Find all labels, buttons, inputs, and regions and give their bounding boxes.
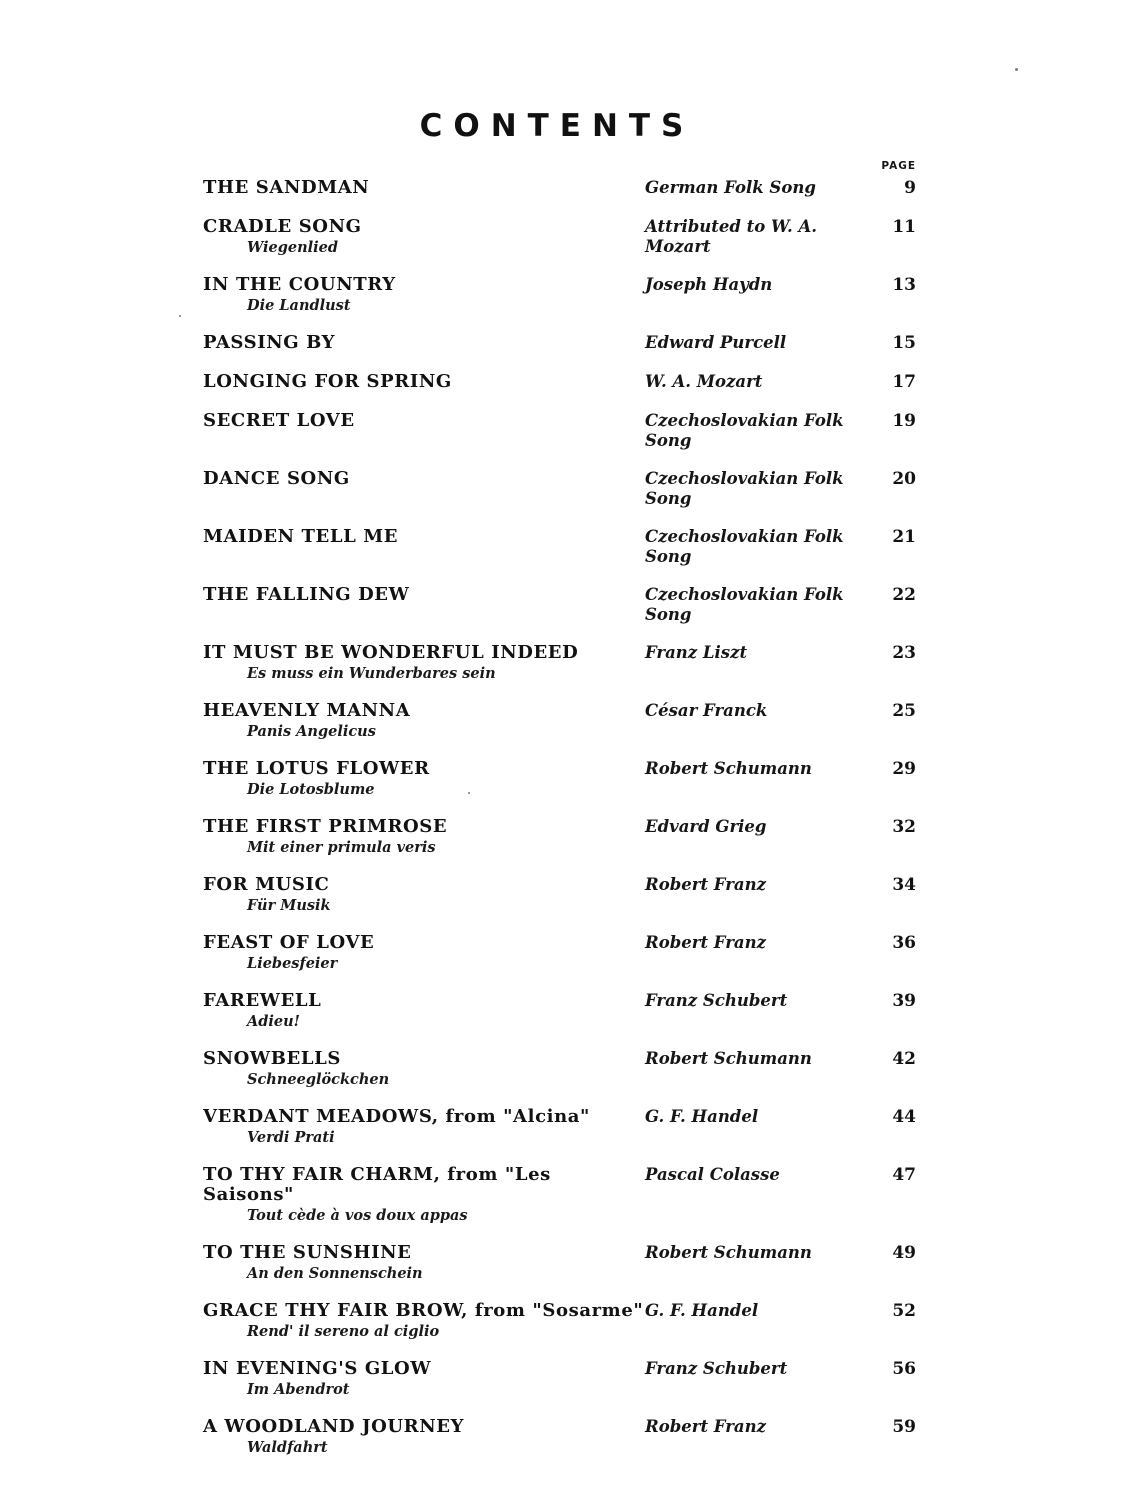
entry-composer: Robert Franz bbox=[645, 875, 766, 894]
scan-artifact-dot bbox=[1015, 68, 1018, 71]
entry-title-block bbox=[203, 411, 645, 431]
entry-title-block bbox=[203, 178, 645, 198]
entry-page-number: 20 bbox=[892, 469, 916, 489]
toc-entry-row bbox=[203, 933, 916, 973]
toc-entry-row bbox=[203, 1301, 916, 1341]
entry-title-block bbox=[203, 759, 645, 799]
entry-subtitle: Liebesfeier bbox=[247, 955, 338, 972]
entry-page-number: 42 bbox=[892, 1049, 916, 1069]
entry-page-number: 9 bbox=[904, 178, 916, 198]
toc-entry-row bbox=[203, 1049, 916, 1089]
entry-title: THE FIRST PRIMROSE bbox=[203, 816, 448, 837]
entry-page-number: 21 bbox=[892, 527, 916, 547]
entry-subtitle: Waldfahrt bbox=[247, 1439, 328, 1456]
entry-composer: Edvard Grieg bbox=[645, 817, 767, 836]
entry-title: TO THE SUNSHINE bbox=[203, 1242, 412, 1263]
entry-title: DANCE SONG bbox=[203, 468, 350, 489]
entry-composer: Czechoslovakian Folk Song bbox=[645, 411, 844, 450]
entry-page-number: 11 bbox=[892, 217, 916, 237]
entry-composer: Czechoslovakian Folk Song bbox=[645, 469, 844, 508]
entry-subtitle: An den Sonnenschein bbox=[247, 1265, 423, 1282]
entry-title-block bbox=[203, 333, 645, 353]
entry-title: FOR MUSIC bbox=[203, 874, 330, 895]
entry-composer: Pascal Colasse bbox=[645, 1165, 780, 1184]
entry-title-block bbox=[203, 217, 645, 257]
entry-composer: G. F. Handel bbox=[645, 1107, 759, 1126]
entry-title-block bbox=[203, 1165, 645, 1225]
entry-composer: Czechoslovakian Folk Song bbox=[645, 527, 844, 566]
entry-page-number: 49 bbox=[892, 1243, 916, 1263]
entry-title: THE SANDMAN bbox=[203, 177, 370, 198]
entry-title-block bbox=[203, 1049, 645, 1089]
entry-subtitle: Schneeglöckchen bbox=[247, 1071, 390, 1088]
toc-entry-row bbox=[203, 1243, 916, 1283]
entry-composer: Robert Franz bbox=[645, 1417, 766, 1436]
page-title: CONTENTS bbox=[419, 108, 695, 144]
entry-page-number: 47 bbox=[892, 1165, 916, 1185]
entry-composer: Joseph Haydn bbox=[645, 275, 773, 294]
toc-entry-row bbox=[203, 1107, 916, 1147]
entry-title: HEAVENLY MANNA bbox=[203, 700, 411, 721]
entry-page-number: 23 bbox=[892, 643, 916, 663]
entry-title-block bbox=[203, 372, 645, 392]
entry-composer: Attributed to W. A. Mozart bbox=[645, 217, 818, 256]
entry-title-block bbox=[203, 991, 645, 1031]
entry-subtitle: Verdi Prati bbox=[247, 1129, 335, 1146]
toc-entry-row bbox=[203, 817, 916, 857]
entry-title: IN EVENING'S GLOW bbox=[203, 1358, 432, 1379]
entry-title: IN THE COUNTRY bbox=[203, 274, 396, 295]
entry-page-number: 25 bbox=[892, 701, 916, 721]
entry-title-block bbox=[203, 817, 645, 857]
entry-title-block bbox=[203, 469, 645, 489]
toc-entry-row bbox=[203, 759, 916, 799]
page-column-header: PAGE bbox=[881, 160, 916, 172]
toc-entry-row bbox=[203, 1165, 916, 1225]
toc-entry-row bbox=[203, 527, 916, 567]
entry-title: THE FALLING DEW bbox=[203, 584, 410, 605]
entry-title: TO THY FAIR CHARM, from "Les Saisons" bbox=[203, 1164, 551, 1205]
entry-composer: Czechoslovakian Folk Song bbox=[645, 585, 844, 624]
entry-page-number: 22 bbox=[892, 585, 916, 605]
entry-title-block bbox=[203, 701, 645, 741]
toc-entry-row bbox=[203, 275, 916, 315]
entry-subtitle: Es muss ein Wunderbares sein bbox=[247, 665, 496, 682]
entry-title-block bbox=[203, 933, 645, 973]
entry-page-number: 19 bbox=[892, 411, 916, 431]
entry-title: IT MUST BE WONDERFUL INDEED bbox=[203, 642, 579, 663]
toc-entry-row bbox=[203, 1417, 916, 1457]
entry-title: SECRET LOVE bbox=[203, 410, 355, 431]
entry-title-block bbox=[203, 1417, 645, 1457]
entry-subtitle: Panis Angelicus bbox=[247, 723, 376, 740]
entry-composer: G. F. Handel bbox=[645, 1301, 759, 1320]
toc-entry-row bbox=[203, 178, 916, 199]
toc-entry-row bbox=[203, 1359, 916, 1399]
entry-subtitle: Wiegenlied bbox=[247, 239, 339, 256]
entry-title: THE LOTUS FLOWER bbox=[203, 758, 430, 779]
entry-page-number: 56 bbox=[892, 1359, 916, 1379]
entry-title: FAREWELL bbox=[203, 990, 322, 1011]
entry-composer: Edward Purcell bbox=[645, 333, 787, 352]
entry-title: CRADLE SONG bbox=[203, 216, 362, 237]
toc-entry-row bbox=[203, 991, 916, 1031]
toc-entry-row bbox=[203, 875, 916, 915]
entry-title-block bbox=[203, 643, 645, 683]
toc-entry-row bbox=[203, 469, 916, 509]
entry-title: A WOODLAND JOURNEY bbox=[203, 1416, 465, 1437]
toc-list-container bbox=[203, 160, 916, 1475]
entry-subtitle: Die Lotosblume bbox=[247, 781, 375, 798]
entry-page-number: 59 bbox=[892, 1417, 916, 1437]
entry-composer: Franz Schubert bbox=[645, 1359, 788, 1378]
entry-subtitle: Für Musik bbox=[247, 897, 331, 914]
entry-page-number: 39 bbox=[892, 991, 916, 1011]
entry-page-number: 15 bbox=[892, 333, 916, 353]
entry-page-number: 17 bbox=[892, 372, 916, 392]
entry-page-number: 34 bbox=[892, 875, 916, 895]
entry-subtitle: Tout cède à vos doux appas bbox=[247, 1207, 468, 1224]
entry-page-number: 52 bbox=[892, 1301, 916, 1321]
entry-composer: Robert Schumann bbox=[645, 1243, 812, 1262]
entry-title: MAIDEN TELL ME bbox=[203, 526, 399, 547]
entry-page-number: 32 bbox=[892, 817, 916, 837]
entry-composer: German Folk Song bbox=[645, 178, 816, 197]
entry-title: VERDANT MEADOWS, from "Alcina" bbox=[203, 1106, 590, 1127]
entry-page-number: 36 bbox=[892, 933, 916, 953]
entry-title: FEAST OF LOVE bbox=[203, 932, 375, 953]
entry-title: PASSING BY bbox=[203, 332, 336, 353]
toc-entry-row bbox=[203, 333, 916, 354]
entry-subtitle: Die Landlust bbox=[247, 297, 351, 314]
entry-title: GRACE THY FAIR BROW, from "Sosarme" bbox=[203, 1300, 644, 1321]
entry-title-block bbox=[203, 1107, 645, 1147]
toc-list bbox=[203, 178, 916, 1457]
entry-composer: Franz Schubert bbox=[645, 991, 788, 1010]
entry-page-number: 13 bbox=[892, 275, 916, 295]
entry-composer: Robert Franz bbox=[645, 933, 766, 952]
entry-title-block bbox=[203, 875, 645, 915]
entry-composer: César Franck bbox=[645, 701, 768, 720]
entry-composer: Robert Schumann bbox=[645, 759, 812, 778]
entry-title-block bbox=[203, 1359, 645, 1399]
entry-subtitle: Mit einer primula veris bbox=[247, 839, 436, 856]
entry-composer: W. A. Mozart bbox=[645, 372, 763, 391]
scan-artifact-dot bbox=[179, 315, 181, 317]
entry-title-block bbox=[203, 585, 645, 605]
entry-title-block bbox=[203, 1301, 645, 1341]
entry-title-block bbox=[203, 275, 645, 315]
entry-title: SNOWBELLS bbox=[203, 1048, 341, 1069]
entry-title-block bbox=[203, 527, 645, 547]
scan-artifact-dot bbox=[468, 792, 470, 794]
entry-subtitle: Im Abendrot bbox=[247, 1381, 350, 1398]
entry-page-number: 29 bbox=[892, 759, 916, 779]
entry-composer: Franz Liszt bbox=[645, 643, 748, 662]
entry-composer: Robert Schumann bbox=[645, 1049, 812, 1068]
entry-title: LONGING FOR SPRING bbox=[203, 371, 452, 392]
toc-entry-row bbox=[203, 217, 916, 257]
toc-entry-row bbox=[203, 701, 916, 741]
toc-entry-row bbox=[203, 643, 916, 683]
toc-entry-row bbox=[203, 372, 916, 393]
entry-page-number: 44 bbox=[892, 1107, 916, 1127]
entry-title-block bbox=[203, 1243, 645, 1283]
toc-entry-row bbox=[203, 411, 916, 451]
toc-entry-row bbox=[203, 585, 916, 625]
entry-subtitle: Adieu! bbox=[247, 1013, 301, 1030]
entry-subtitle: Rend' il sereno al ciglio bbox=[247, 1323, 440, 1340]
